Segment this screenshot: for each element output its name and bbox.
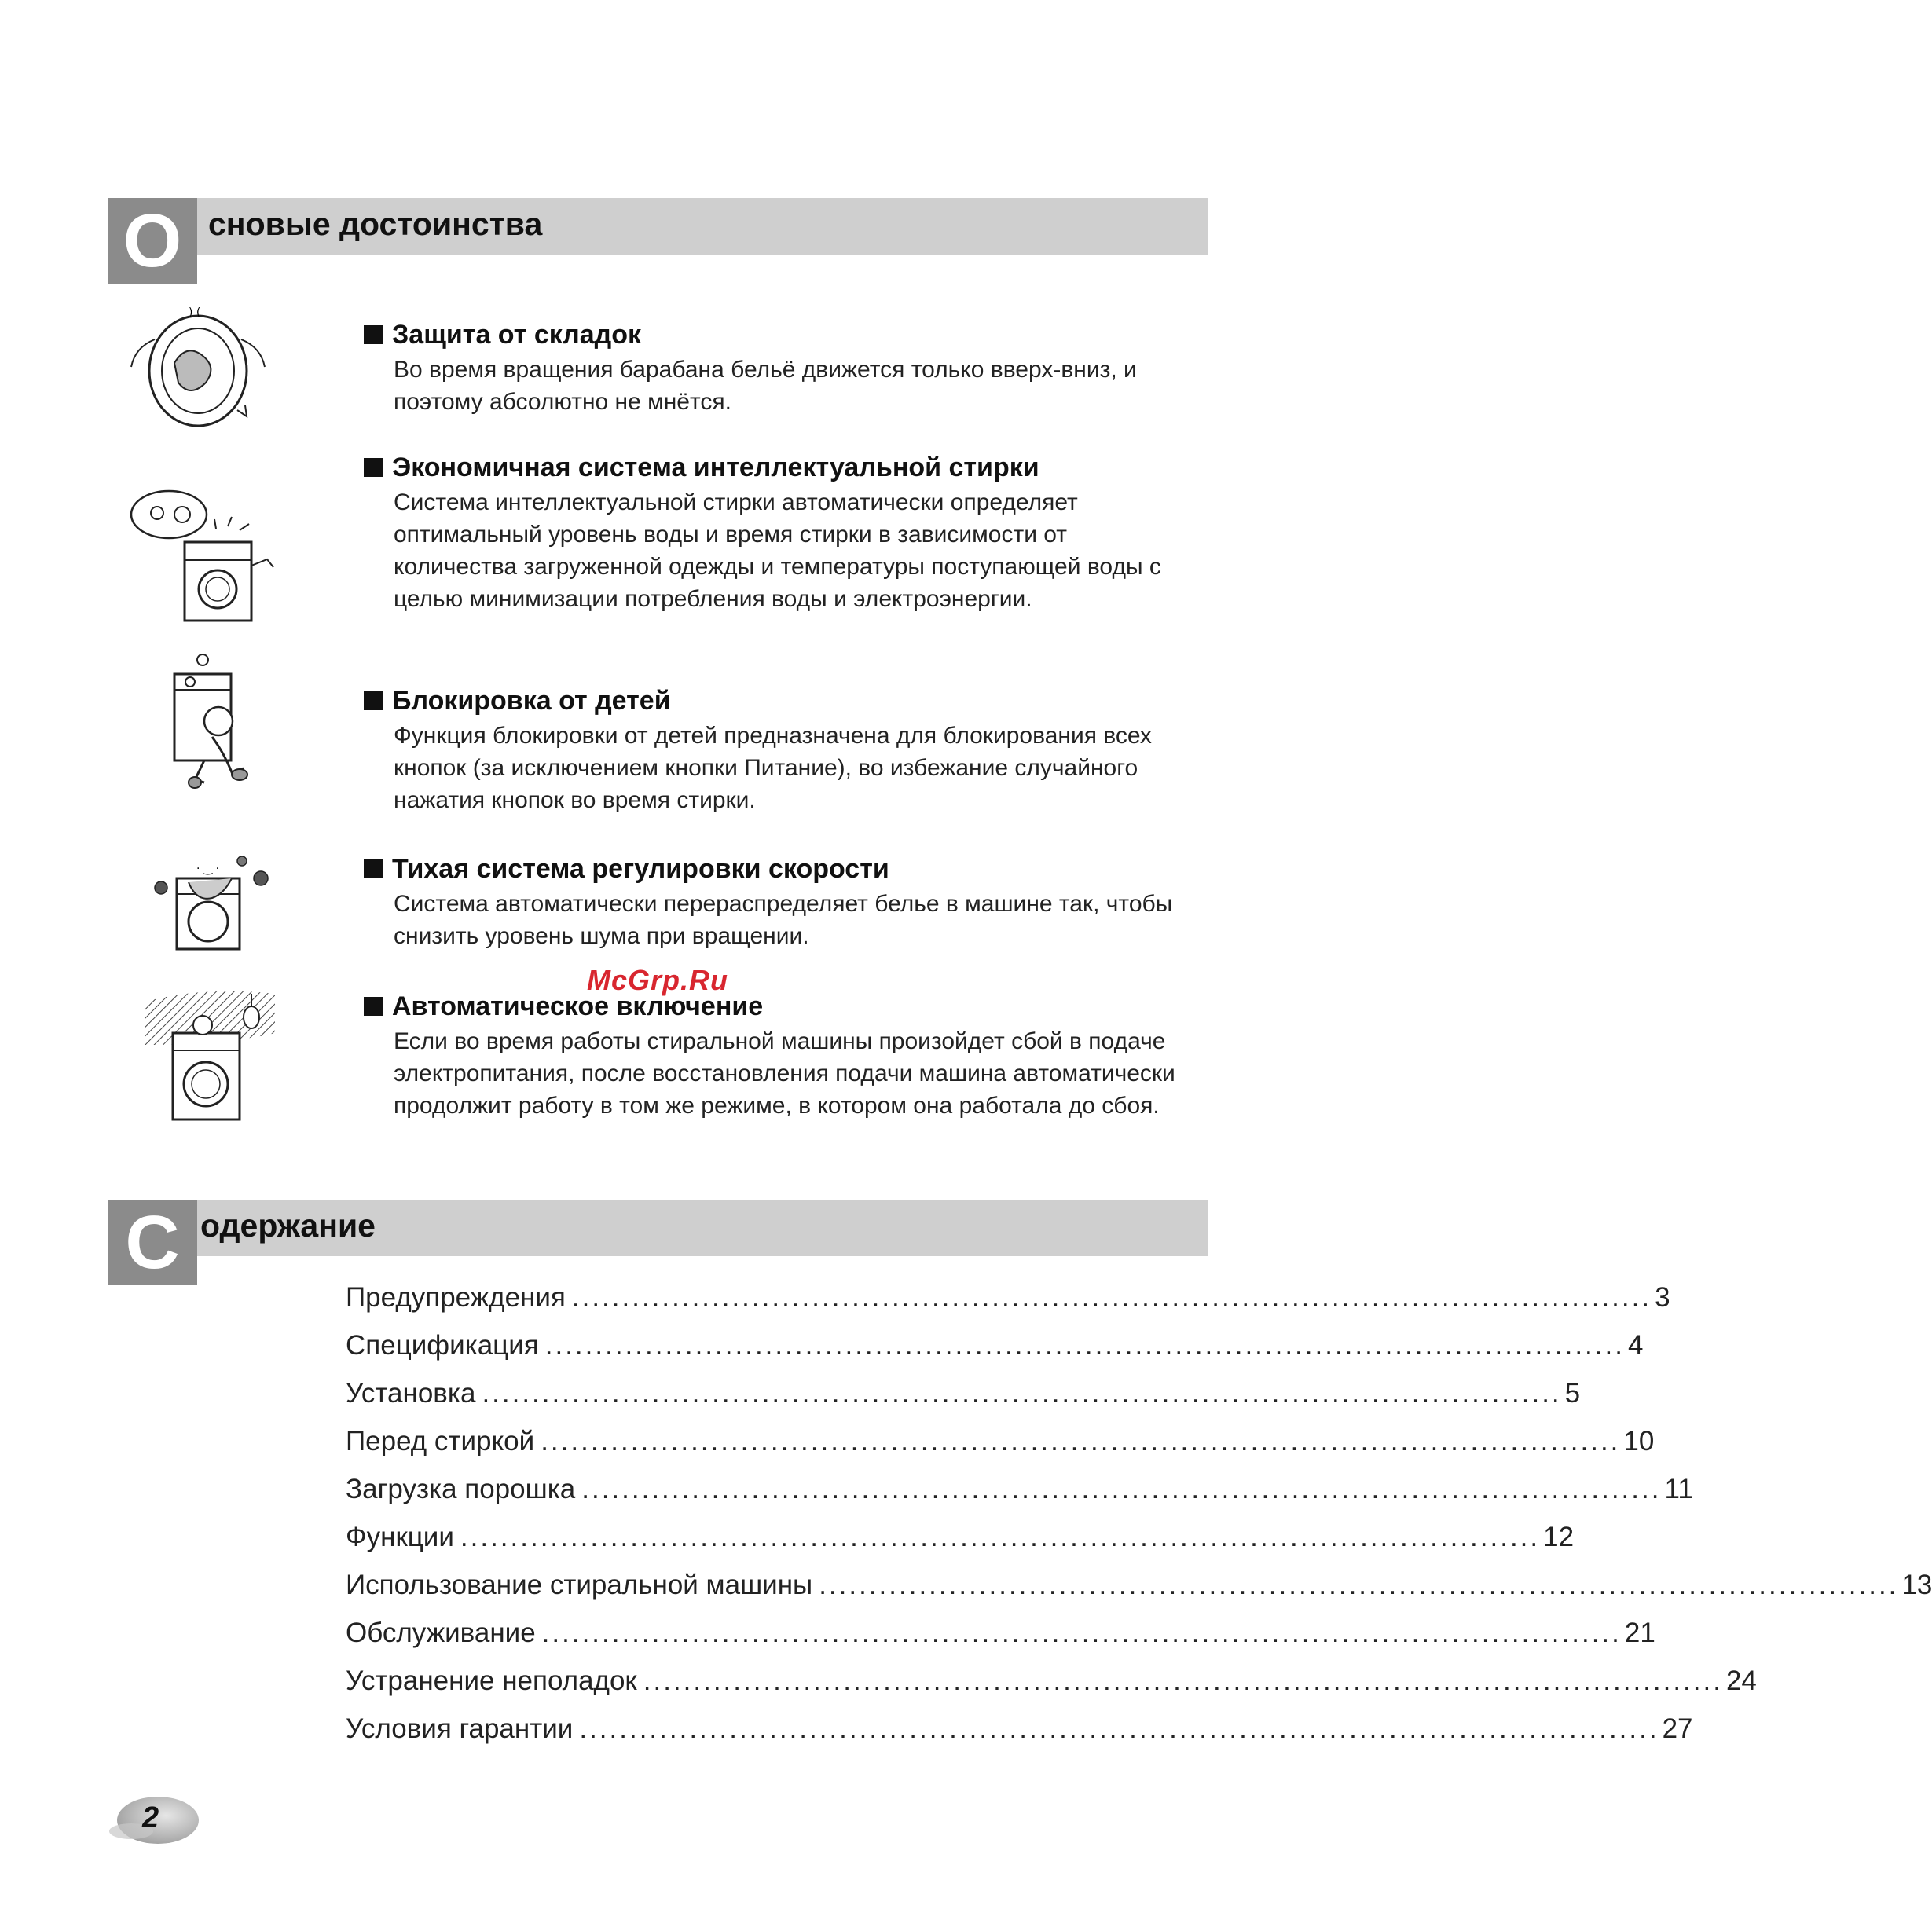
toc-entry[interactable] bbox=[346, 1282, 1670, 1330]
toc-page-number: 11 bbox=[1664, 1474, 1693, 1504]
toc-label: Загрузка порошка bbox=[346, 1474, 576, 1504]
feature-title: Тихая система регулировки скорости bbox=[392, 854, 889, 884]
toc-entry[interactable] bbox=[346, 1330, 1644, 1378]
toc-label: Обслуживание bbox=[346, 1618, 536, 1648]
bullet-square-icon bbox=[364, 325, 383, 344]
child-lock-icon bbox=[165, 650, 259, 792]
toc-leader: ............................................................................................................ bbox=[544, 1330, 1625, 1361]
toc-leader: ............................................................................................................ bbox=[571, 1282, 1652, 1313]
auto-restart-washer-icon bbox=[141, 986, 279, 1127]
toc-label: Функции bbox=[346, 1522, 454, 1552]
toc-entry[interactable] bbox=[346, 1474, 1693, 1522]
toc-entry[interactable] bbox=[346, 1618, 1655, 1665]
feature-item bbox=[364, 319, 1197, 418]
toc-page-number: 3 bbox=[1655, 1282, 1670, 1313]
toc-entry[interactable] bbox=[346, 1665, 1757, 1713]
feature-title: Экономичная система интеллектуальной стирки bbox=[392, 453, 1039, 482]
feature-description: Функция блокировки от детей предназначена для блокирования всех кнопок (за исключением кнопки Питание), во избежание случайного нажатия кнопок во время стирки. bbox=[394, 723, 1152, 813]
toc-leader: ............................................................................................................ bbox=[643, 1665, 1723, 1696]
watermark-text: McGrp.Ru bbox=[587, 964, 729, 996]
toc-page-number: 13 bbox=[1901, 1570, 1932, 1600]
section-title: сновые достоинства bbox=[208, 206, 543, 242]
toc-label: Перед стиркой bbox=[346, 1426, 535, 1456]
bullet-square-icon bbox=[364, 859, 383, 878]
toc-leader: ............................................................................................................ bbox=[541, 1426, 1621, 1456]
toc-leader: ............................................................................................................ bbox=[541, 1618, 1622, 1648]
toc-leader: ............................................................................................................ bbox=[579, 1713, 1659, 1744]
contents-section-header bbox=[108, 1200, 1208, 1285]
bullet-square-icon bbox=[364, 458, 383, 477]
toc-label: Спецификация bbox=[346, 1330, 539, 1361]
toc-leader: ............................................................................................................ bbox=[482, 1378, 1562, 1409]
svg-text:) (: ) ( bbox=[189, 306, 201, 319]
table-of-contents bbox=[346, 1282, 1932, 1761]
toc-page-number: 4 bbox=[1627, 1330, 1644, 1361]
page-number: 2 bbox=[142, 1801, 159, 1834]
toc-page-number: 24 bbox=[1725, 1665, 1757, 1696]
smart-washer-icon bbox=[126, 483, 283, 625]
feature-description: Система интеллектуальной стирки автоматически определяет оптимальный уровень воды и время стирки в зависимости от количества загруженной одежды и температуры поступающей воды с целью минимизации потребления воды и электроэнергии. bbox=[394, 489, 1161, 612]
toc-label: Установка bbox=[346, 1378, 476, 1409]
feature-item bbox=[364, 853, 1197, 952]
toc-label: Предупреждения bbox=[346, 1282, 566, 1313]
toc-page-number: 12 bbox=[1543, 1522, 1575, 1552]
toc-leader: ............................................................................................................ bbox=[460, 1522, 1541, 1552]
quiet-washer-icon bbox=[149, 855, 275, 953]
feature-title: Блокировка от детей bbox=[392, 686, 671, 716]
feature-description: Во время вращения барабана бельё движется только вверх-вниз, и поэтому абсолютно не мнётся. bbox=[394, 357, 1137, 415]
section-initial-letter: О bbox=[108, 198, 197, 284]
toc-leader: ............................................................................................................ bbox=[581, 1474, 1662, 1504]
toc-leader: ............................................................................................................ bbox=[819, 1570, 1899, 1600]
bullet-square-icon bbox=[364, 997, 383, 1016]
toc-entry[interactable] bbox=[346, 1522, 1575, 1570]
toc-entry[interactable] bbox=[346, 1426, 1655, 1474]
washer-drum-spin-icon bbox=[119, 308, 277, 434]
toc-entry[interactable] bbox=[346, 1378, 1581, 1426]
toc-label: Использование стиральной машины bbox=[346, 1570, 813, 1600]
feature-description: Если во время работы стиральной машины произойдет сбой в подаче электропитания, после восстановления подачи машина автоматически продолжит работу в том же режиме, в котором она работала до сбоя. bbox=[394, 1028, 1175, 1119]
feature-item bbox=[364, 452, 1197, 615]
feature-item bbox=[364, 991, 1197, 1122]
bullet-square-icon bbox=[364, 691, 383, 710]
page-number-badge bbox=[108, 1794, 200, 1847]
feature-title: Автоматическое включение bbox=[392, 991, 764, 1021]
feature-item bbox=[364, 685, 1197, 816]
section-initial-letter: С bbox=[108, 1200, 197, 1285]
feature-title: Защита от складок bbox=[392, 320, 642, 350]
toc-page-number: 21 bbox=[1624, 1618, 1655, 1648]
toc-page-number: 10 bbox=[1623, 1426, 1655, 1456]
svg-text:· ‿ ·: · ‿ · bbox=[196, 863, 220, 875]
feature-description: Система автоматически перераспределяет белье в машине так, чтобы снизить уровень шума при вращении. bbox=[394, 891, 1173, 949]
section-title: одержание bbox=[200, 1207, 376, 1244]
toc-entry[interactable] bbox=[346, 1713, 1693, 1761]
toc-label: Устранение неполадок bbox=[346, 1665, 637, 1696]
toc-entry[interactable] bbox=[346, 1570, 1932, 1618]
toc-page-number: 5 bbox=[1564, 1378, 1581, 1409]
features-section-header bbox=[108, 198, 1208, 284]
toc-page-number: 27 bbox=[1662, 1713, 1693, 1744]
toc-label: Условия гарантии bbox=[346, 1713, 574, 1744]
